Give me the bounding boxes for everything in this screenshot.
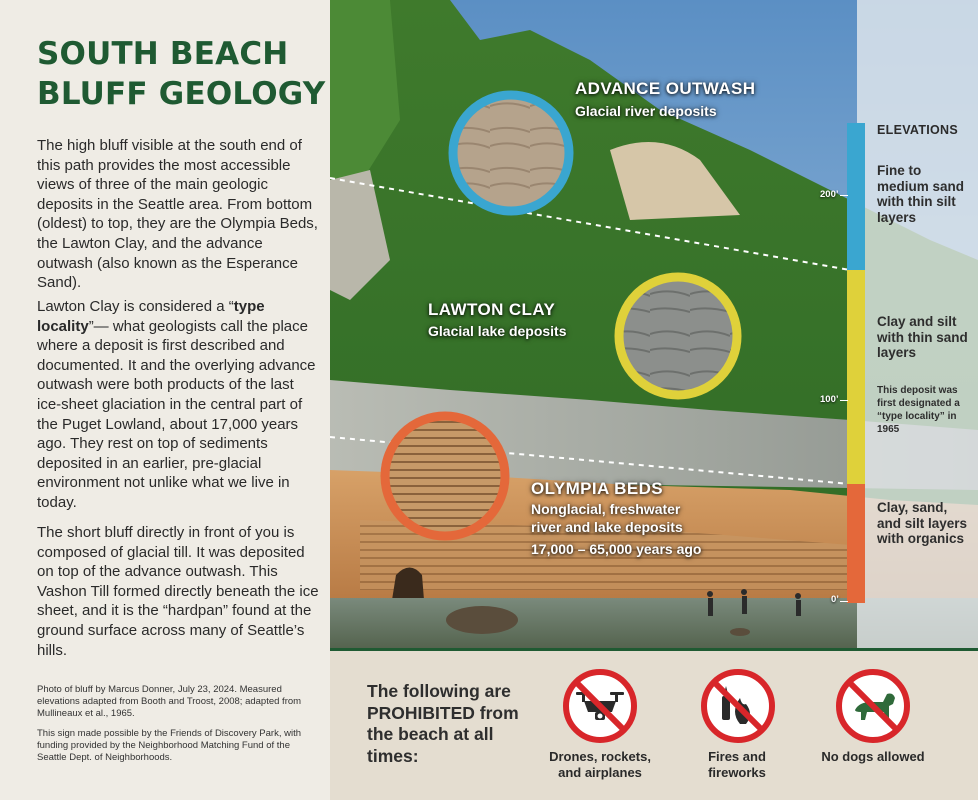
tick-label-100: 100’	[820, 394, 839, 405]
elevation-bar-olympia-beds	[847, 484, 865, 603]
lawton-clay-desc: Glacial lake deposits	[428, 323, 567, 339]
advance-outwash-desc: Glacial river deposits	[575, 103, 717, 119]
photo-credit: Photo of bluff by Marcus Donner, July 23, 2024. Measured elevations adapted from Booth and Troost, 2008; adapted from Mullineaux et al., 1965.	[37, 684, 302, 719]
olympia-beds-age: 17,000 – 65,000 years ago	[531, 541, 702, 557]
dog-icon	[835, 668, 911, 749]
dogs-caption: No dogs allowed	[821, 749, 925, 764]
tick-mark-200	[840, 195, 848, 196]
advance-outwash-label: ADVANCE OUTWASH	[575, 79, 756, 98]
tick-mark-0	[840, 601, 848, 602]
page-title: SOUTH BEACH BLUFF GEOLOGY	[37, 36, 326, 112]
advance-outwash-elev-text: Fine to medium sand with thin silt layers	[877, 163, 965, 225]
p2-text-before: Lawton Clay is considered a “	[37, 298, 234, 315]
type-locality-note: This deposit was first designated a “type locality” in 1965	[877, 385, 960, 435]
p2-text-after: ”— what geologists call the place where a deposit is first described and documented. It and the overlying advance outwash were both products of the last ice-sheet glaciation in the central part of the Puget Lowland, about 17,000 years ago. They rest on top of sediments deposited in an earlier, pre-glacial environment not unlike what we live in today.	[37, 317, 316, 511]
glacial-till-paragraph: The short bluff directly in front of you is composed of glacial till. It was deposited on top of the advance outwash. This Vashon Till formed directly beneath the ice sheet, and it is the “hardpan” found at the ground surface across many of Seattle’s hills.	[37, 524, 319, 659]
tick-mark-100	[840, 400, 848, 401]
olympia-beds-desc-2: river and lake deposits	[531, 519, 683, 535]
type-locality-term: type locality	[37, 298, 265, 335]
lawton-clay-label: LAWTON CLAY	[428, 300, 556, 319]
intro-paragraph: The high bluff visible at the south end of this path provides the most accessible views of three of the main geologic deposits in the Seattle area. From bottom (oldest) to top, they are the Olympia Beds, the Lawton Clay, and the advance outwash (also known as the Esperance Sand).	[37, 137, 318, 292]
funding-credit: This sign made possible by the Friends of Discovery Park, with funding provided by the Neighborhood Matching Fund of the Seattle Dept. of Neighborhoods.	[37, 728, 301, 763]
lawton-clay-elev-text: Clay and silt with thin sand layers	[877, 314, 968, 360]
olympia-beds-desc-1: Nonglacial, freshwater	[531, 501, 681, 517]
type-locality-paragraph	[37, 297, 319, 513]
drones-caption: Drones, rockets, and airplanes	[549, 749, 651, 780]
elevation-bar-lawton-clay	[847, 270, 865, 484]
fire-icon	[700, 668, 776, 749]
tick-label-0: 0’	[831, 594, 839, 605]
text-panel	[0, 0, 330, 800]
elevations-heading: ELEVATIONS	[877, 123, 959, 137]
tick-label-200: 200’	[820, 189, 839, 200]
olympia-beds-label: OLYMPIA BEDS	[531, 479, 664, 498]
fires-caption: Fires and fireworks	[708, 749, 766, 780]
olympia-beds-elev-text: Clay, sand, and silt layers with organics	[877, 500, 968, 546]
elevation-bar-advance-outwash	[847, 123, 865, 270]
drone-icon	[562, 668, 638, 749]
prohibited-heading: The following are PROHIBITED from the beach at all times:	[367, 681, 519, 766]
